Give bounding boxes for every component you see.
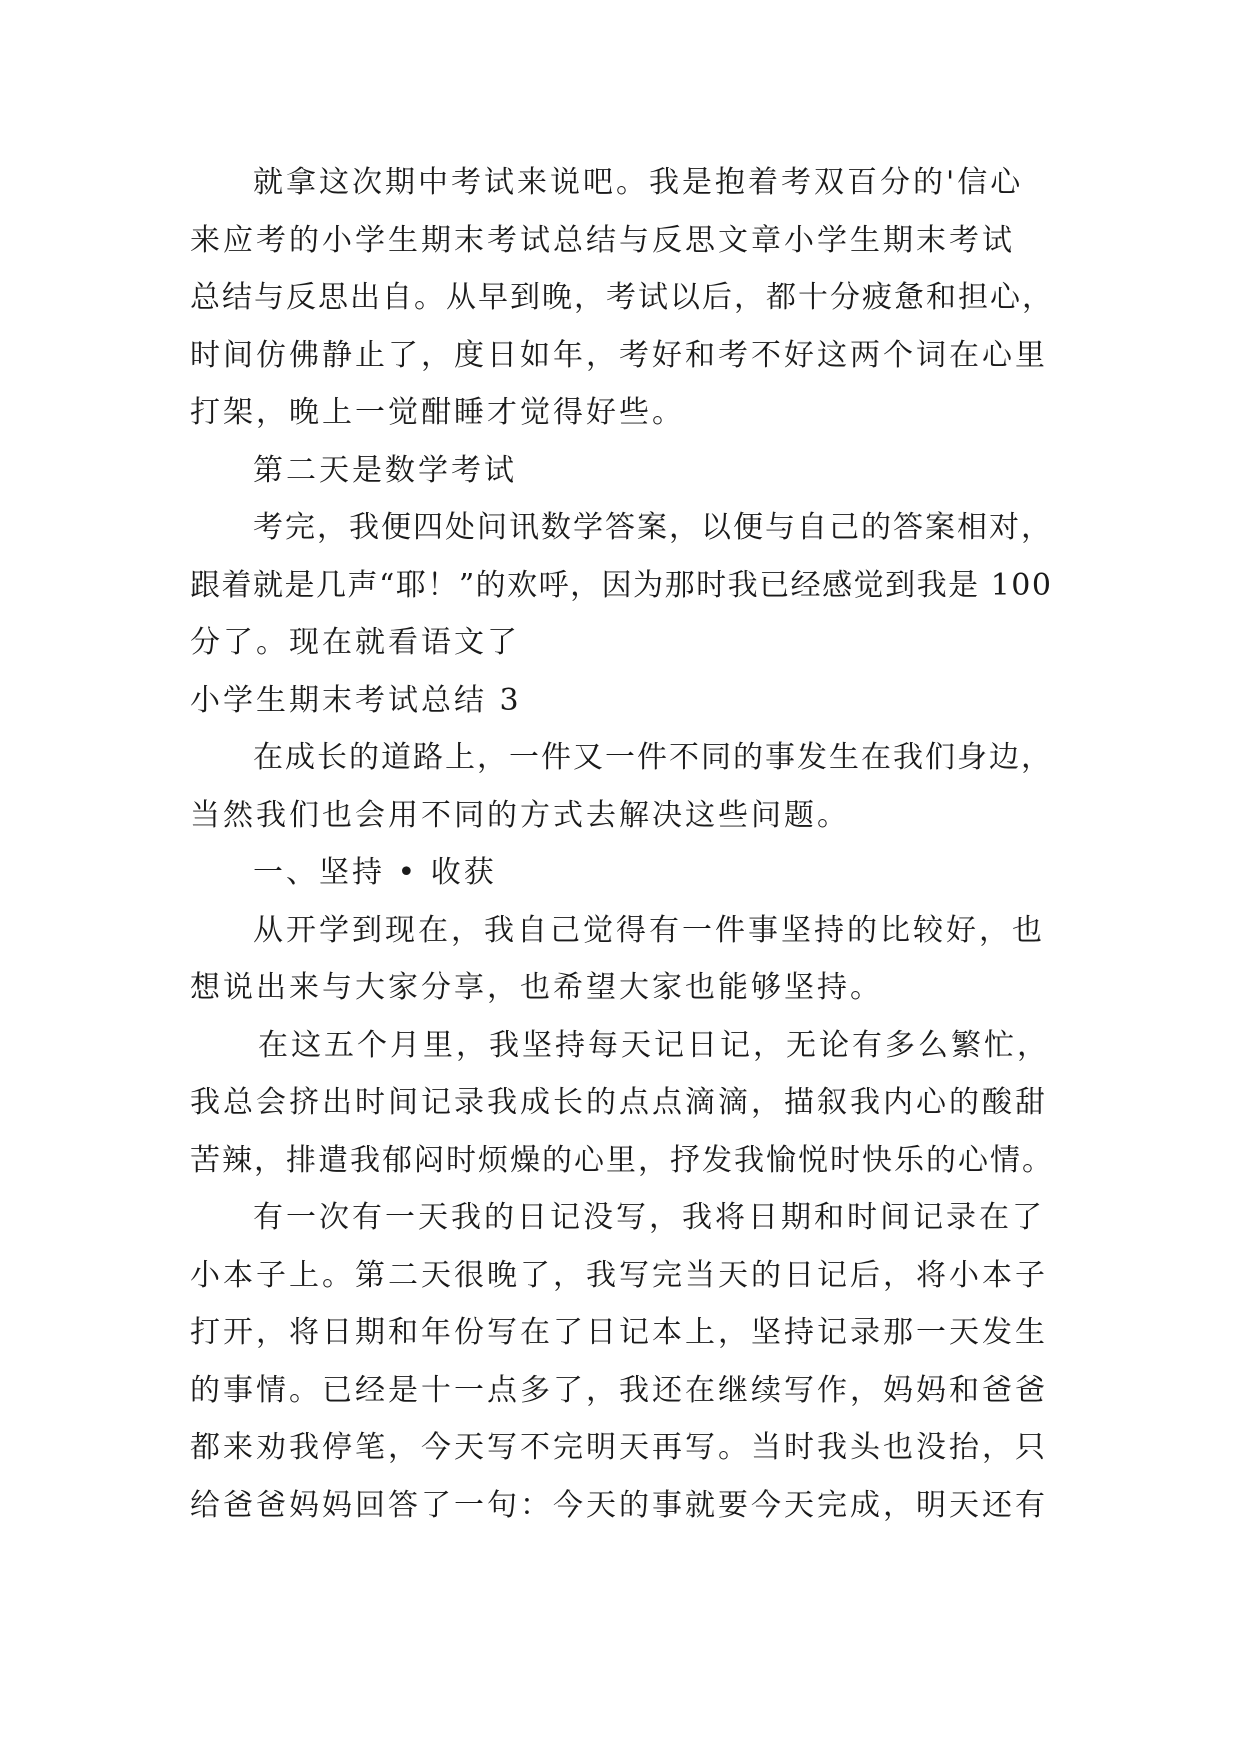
- section-title: 小学生期末考试总结 3: [190, 683, 522, 718]
- paragraph-line: 在这五个月里，我坚持每天记日记，无论有多么繁忙，: [258, 1028, 1050, 1063]
- paragraph-line: 有一次有一天我的日记没写，我将日期和时间记录在了: [253, 1200, 1045, 1235]
- paragraph-line: 总结与反思出自。从早到晚，考试以后，都十分疲惫和担心，: [190, 280, 1054, 315]
- paragraph-line: 从开学到现在，我自己觉得有一件事坚持的比较好，也: [253, 913, 1045, 948]
- paragraph-line: 我总会挤出时间记录我成长的点点滴滴，描叙我内心的酸甜: [190, 1085, 1048, 1120]
- paragraph-line: 跟着就是几声“耶！”的欢呼，因为那时我已经感觉到我是 100: [190, 568, 1053, 603]
- paragraph-line: 打架，晚上一觉酣睡才觉得好些。: [190, 395, 685, 430]
- paragraph-line: 在成长的道路上，一件又一件不同的事发生在我们身边，: [253, 740, 1053, 775]
- paragraph-line: 当然我们也会用不同的方式去解决这些问题。: [190, 798, 850, 833]
- paragraph-line: 给爸爸妈妈回答了一句：今天的事就要今天完成，明天还有: [190, 1488, 1048, 1523]
- section-heading: 第二天是数学考试: [253, 453, 517, 488]
- paragraph-line: 苦辣，排遣我郁闷时烦燥的心里，抒发我愉悦时快乐的心情。: [190, 1143, 1054, 1178]
- paragraph-line: 考完，我便四处问讯数学答案，以便与自己的答案相对，: [253, 510, 1053, 545]
- paragraph-line: 都来劝我停笔，今天写不完明天再写。当时我头也没抬，只: [190, 1430, 1048, 1465]
- paragraph-line: 想说出来与大家分享，也希望大家也能够坚持。: [190, 970, 883, 1005]
- paragraph-line: 就拿这次期中考试来说吧。我是抱着考双百分的'信心: [253, 165, 1024, 200]
- paragraph-line: 来应考的小学生期末考试总结与反思文章小学生期末考试: [190, 223, 1015, 258]
- section-heading: 一、坚持 • 收获: [253, 855, 497, 890]
- paragraph-line: 打开，将日期和年份写在了日记本上，坚持记录那一天发生: [190, 1315, 1048, 1350]
- paragraph-line: 时间仿佛静止了，度日如年，考好和考不好这两个词在心里: [190, 338, 1048, 373]
- paragraph-line: 的事情。已经是十一点多了，我还在继续写作，妈妈和爸爸: [190, 1373, 1048, 1408]
- paragraph-line: 分了。现在就看语文了: [190, 625, 520, 660]
- paragraph-line: 小本子上。第二天很晚了，我写完当天的日记后，将小本子: [190, 1258, 1048, 1293]
